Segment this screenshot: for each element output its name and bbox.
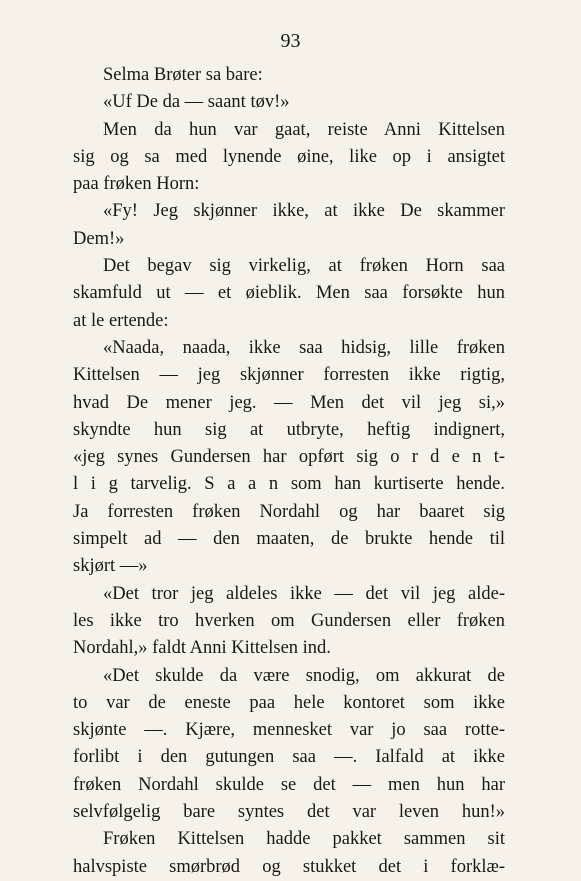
text-line: Ja forresten frøken Nordahl og har baaret sig bbox=[73, 501, 505, 522]
text-line: frøken Nordahl skulde se det — men hun har bbox=[73, 774, 505, 795]
text-line: «Det skulde da være snodig, om akkurat de bbox=[103, 665, 505, 686]
text-line: at le ertende: bbox=[73, 310, 169, 331]
text-line: Dem!» bbox=[73, 228, 125, 249]
text-line: simpelt ad — den maaten, de brukte hende til bbox=[73, 529, 505, 550]
text-line: Frøken Kittelsen hadde pakket sammen sit bbox=[103, 829, 505, 850]
text-line: «Uf De da — saant tøv!» bbox=[103, 92, 290, 113]
text-line: skamfuld ut — et øieblik. Men saa forsøkte hun bbox=[73, 283, 505, 304]
text-line: Kittelsen — jeg skjønner forresten ikke rigtig, bbox=[73, 365, 505, 386]
text-line: Det begav sig virkelig, at frøken Horn saa bbox=[103, 256, 505, 277]
text-line: «Fy! Jeg skjønner ikke, at ikke De skammer bbox=[103, 201, 505, 222]
text-line: halvspiste smørbrød og stukket det i forklæ- bbox=[73, 856, 505, 877]
text-line: skjørt —» bbox=[73, 556, 148, 577]
text-line: paa frøken Horn: bbox=[73, 174, 200, 195]
body-text bbox=[73, 62, 505, 881]
text-line: selvfølgelig bare syntes det var leven hun!» bbox=[73, 802, 505, 823]
text-line: «Det tror jeg aldeles ikke — det vil jeg alde- bbox=[103, 583, 505, 604]
text-line: skyndte hun sig at utbryte, heftig indignert, bbox=[73, 419, 505, 440]
text-line: «jeg synes Gundersen har opført sig o r d e n t- bbox=[73, 447, 505, 468]
text-line: Men da hun var gaat, reiste Anni Kittelsen bbox=[103, 119, 505, 140]
text-line: Nordahl,» faldt Anni Kittelsen ind. bbox=[73, 638, 331, 659]
text-line: Selma Brøter sa bare: bbox=[103, 65, 263, 85]
text-line: forlibt i den gutungen saa —. Ialfald at ikke bbox=[73, 747, 505, 768]
text-line: hvad De mener jeg. — Men det vil jeg si,» bbox=[73, 392, 505, 413]
text-line: sig og sa med lynende øine, like op i ansigtet bbox=[73, 146, 505, 167]
text-line: l i g tarvelig. S a a n som han kurtiserte hende. bbox=[73, 474, 505, 495]
text-line: skjønte —. Kjære, mennesket var jo saa rotte- bbox=[73, 720, 505, 741]
page-number: 93 bbox=[280, 30, 301, 52]
text-line: «Naada, naada, ikke saa hidsig, lille frøken bbox=[103, 337, 505, 358]
text-line: to var de eneste paa hele kontoret som ikke bbox=[73, 692, 505, 713]
text-line: les ikke tro hverken om Gundersen eller frøken bbox=[73, 610, 505, 631]
